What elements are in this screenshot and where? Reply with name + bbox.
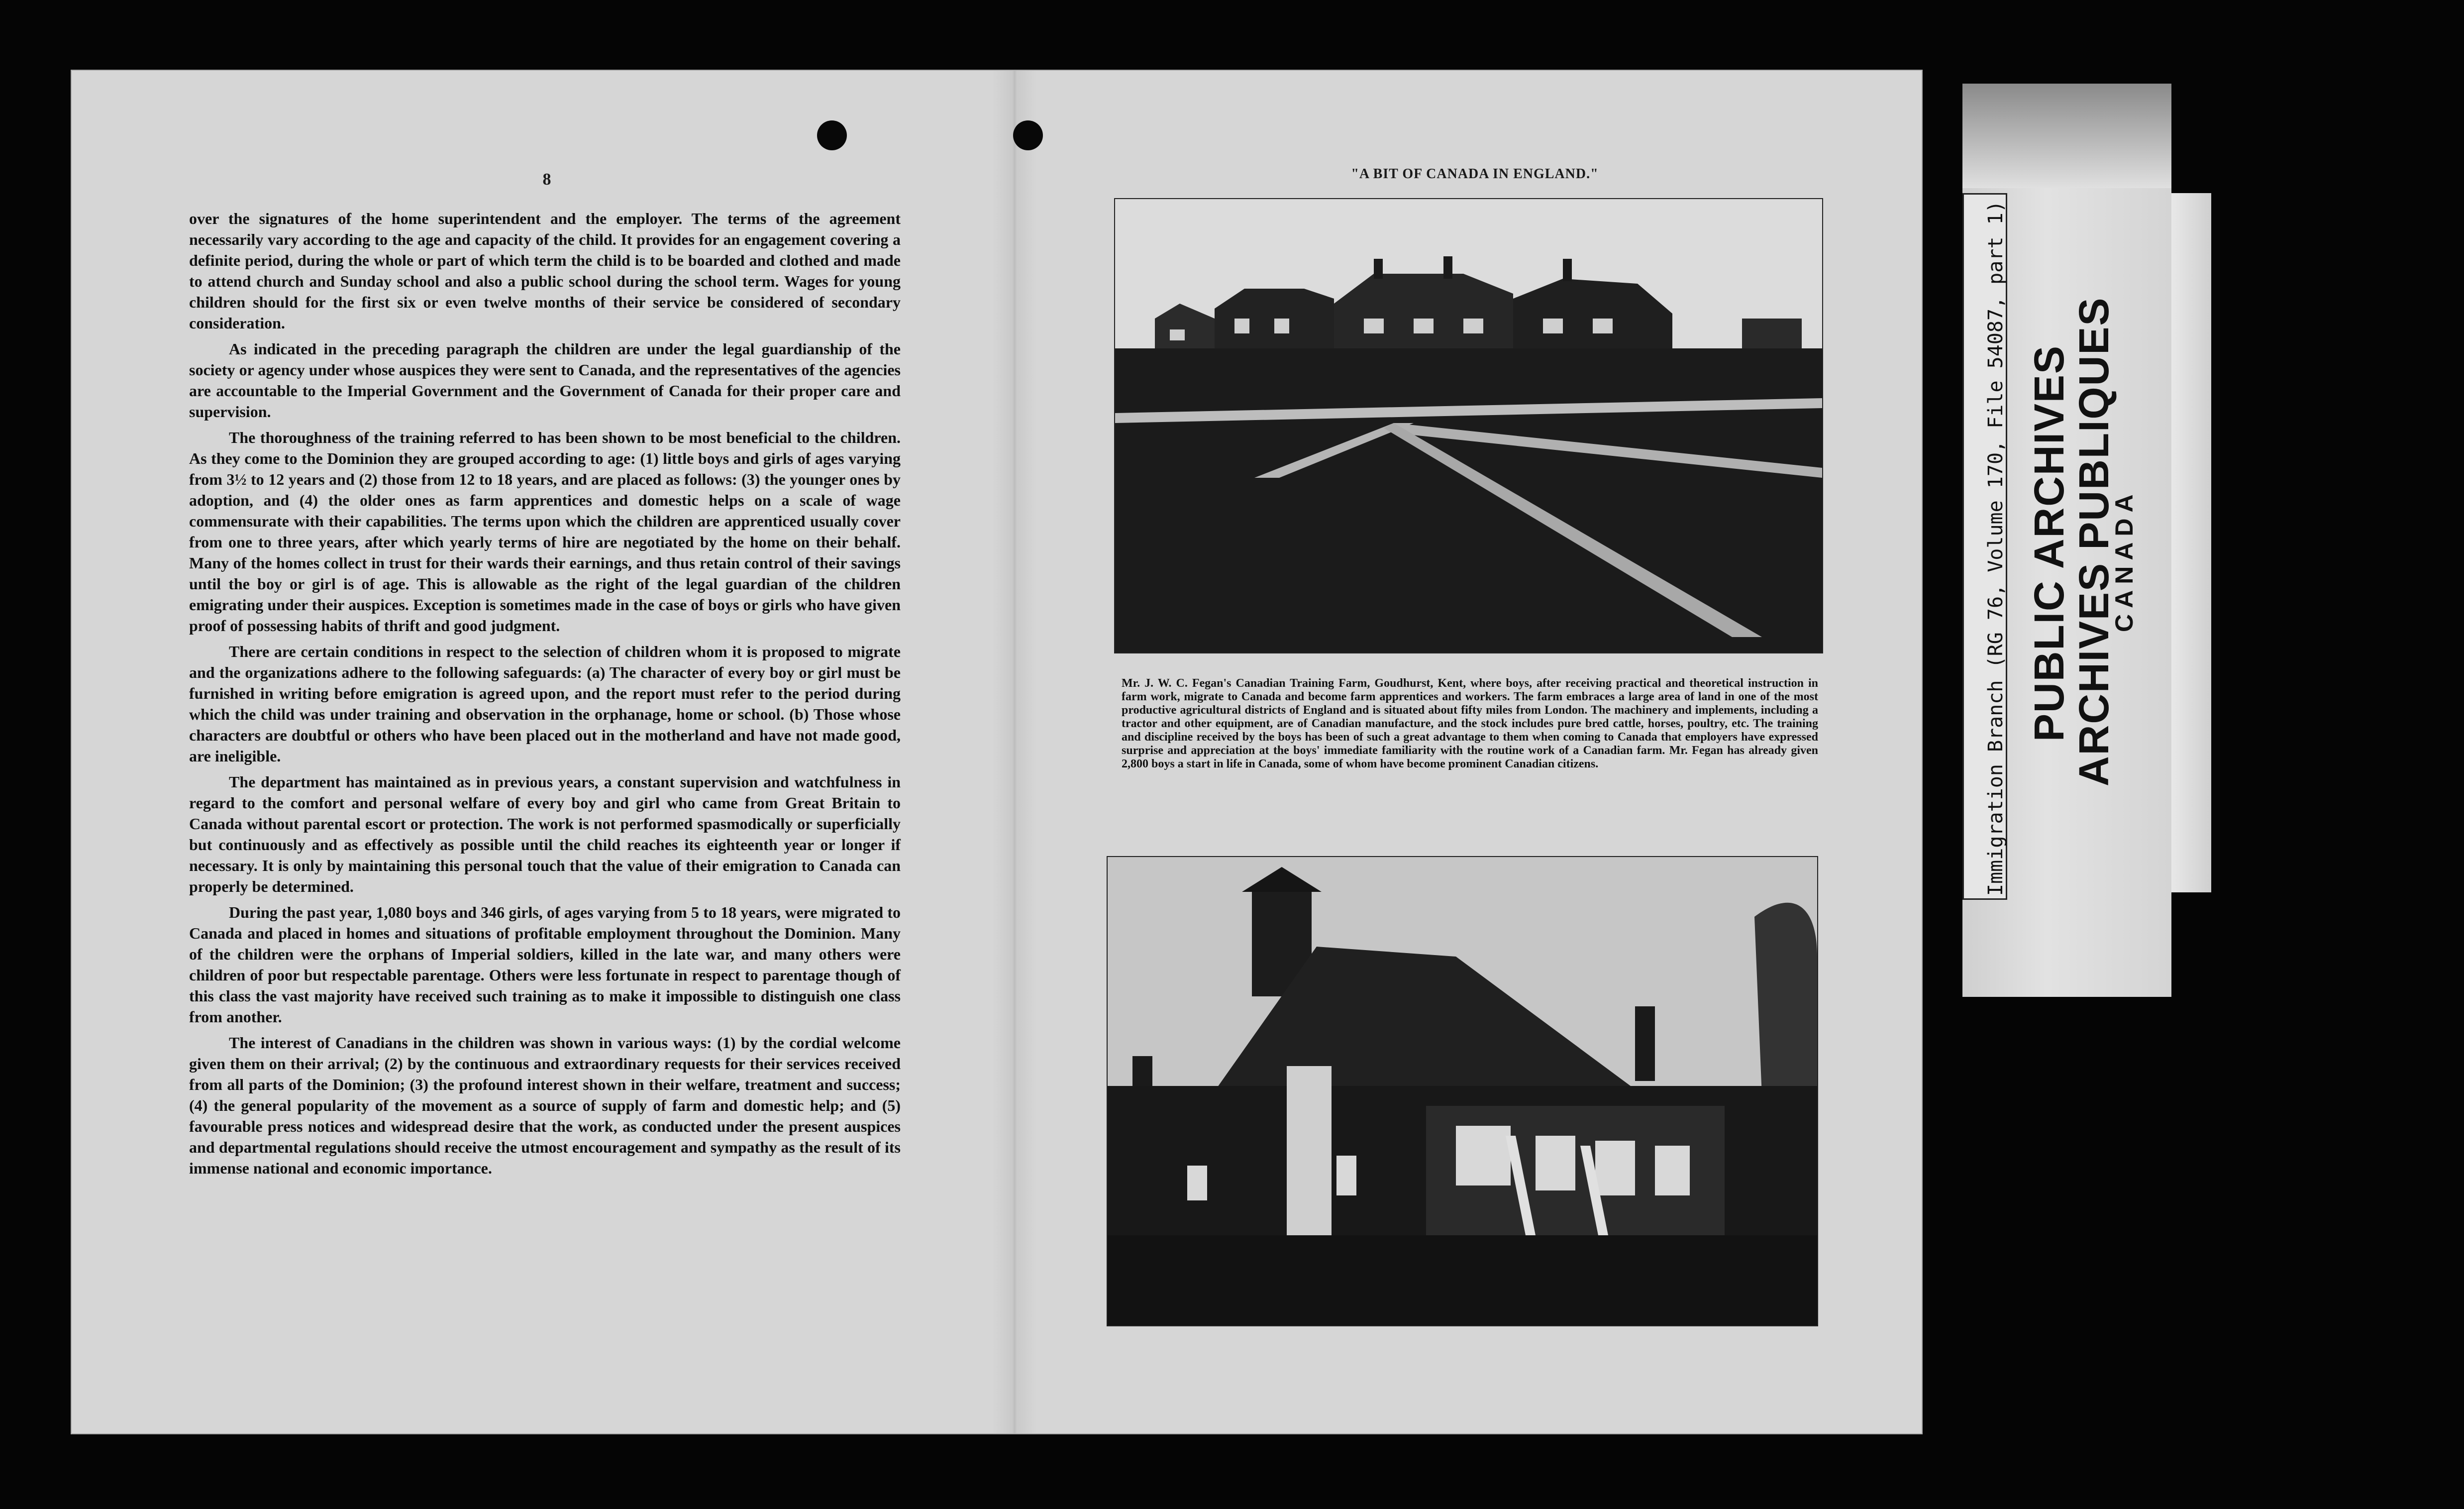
left-page: [72, 71, 1002, 1433]
paragraph: The thoroughness of the training referred to has been shown to be most beneficial to the children. As they come to the Dominion they are grouped according to age: (1) little boys and girls of ages varying from 3½ to 12 years and (2) those from 12 to 18 years, and are placed as follows: (3) the younger ones by adoption, and (4) the older ones as farm apprentices and domestic helps on a scale of wage commensurate with their capabilities. The terms upon which the children are apprenticed usually cover from one to three years, after which yearly terms of hire are negotiated by the home on their behalf. Many of the homes collect in trust for their wards their earnings, and thus retain control of their savings until the boy or girl is of age. This is allowable as the right of the legal guardian of the children emigrating under their auspices. Exception is sometimes made in the case of boys or girls who have given proof of possessing habits of thrift and good judgment.: [189, 429, 901, 635]
punch-hole: [817, 120, 847, 150]
paragraph: There are certain conditions in respect to the selection of children whom it is proposed to migrate and the organizations adhere to the following safeguards: (a) The character of every boy or girl must be furnished in writing before emigration is agreed upon, and the report must refer to the period during which the child was under training and observation in the orphanage, home or school. (b) Those whose characters are doubtful or others who have been placed out in the motherland and have not made good, are ineligible.: [189, 643, 901, 765]
photo-caption: Mr. J. W. C. Fegan's Canadian Training Farm, Goudhurst, Kent, where boys, after receiving practical and theoretical instruction in farm work, migrate to Canada and become farm apprentices and workers. The farm embraces a large area of land in one of the most productive agricultural districts of England and is situated about fifty miles from London. The machinery and implements, including a tractor and other equipment, are of Canadian manufacture, and the stock includes pure bred cattle, horses, poultry, etc. The training and discipline received by the boys has been of such a great advantage to them when coming to Canada that employers have expressed surprise and appreciation at the boys' immediate familiarity with the routine work of a Canadian farm. Mr. Fegan has already given 2,800 boys a start in life in Canada, some of whom have become prominent Canadian citizens.: [1122, 677, 1818, 770]
paragraph: As indicated in the preceding paragraph the children are under the legal guardianship of the society or agency under whose auspices they were sent to Canada, and the representatives of the agencies are accountable to the Imperial Government and the Government of Canada for their proper care and supervision.: [189, 340, 901, 421]
pamphlet-spread: [71, 70, 1923, 1434]
running-head: "A BIT OF CANADA IN ENGLAND.": [1351, 166, 1599, 182]
farm-building-illustration: [1115, 199, 1822, 652]
training-farm-photo: [1114, 198, 1823, 653]
archives-stamp-french: ARCHIVES PUBLIQUES: [2070, 297, 2117, 786]
right-page: [1037, 71, 1923, 1433]
paragraph: During the past year, 1,080 boys and 346 girls, of ages varying from 5 to 18 years, were migrated to Canada and placed in homes and situations of profitable employment throughout the Dominion. Many of the children were the orphans of Imperial soldiers, killed in the late war, and many others were children of poor but respectable parentage. Others were less fortunate in respect to parentage though of this class the vast majority have received such training as to make it impossible to distinguish one class from another.: [189, 903, 901, 1026]
label-card-top: [1962, 84, 2171, 188]
body-text: [189, 208, 901, 1184]
file-reference: Immigration Branch (RG 76, Volume 170, File 54087, part 1): [1984, 201, 2007, 896]
paragraph: The interest of Canadians in the children was shown in various ways: (1) by the cordial welcome given them on their arrival; (2) by the continuous and extraordinary requests for their services received from all parts of the Dominion; (3) the profound interest shown in their welfare, treatment and success; (4) the general popularity of the movement as a source of supply of farm and domestic help; and (5) favourable press notices and widespread desire that the work, as conducted under the present auspices and departmental regulations should receive the utmost encouragement and sympathy as the result of its immense national and economic importance.: [189, 1034, 901, 1177]
paragraph: The department has maintained as in previous years, a constant supervision and watchfulness in regard to the comfort and personal welfare of every boy and girl who came from Great Britain to Canada without parental escort or protection. The work is not performed spasmodically or superficially but continuously and as effectively as possible until the child reaches its eighteenth year or longer if necessary. It is only by maintaining this personal touch that the value of their emigration to Canada can properly be determined.: [189, 773, 901, 895]
paragraph: over the signatures of the home superintendent and the employer. The terms of the agreement necessarily vary according to the age and capacity of the child. It provides for an engagement covering a definite period, during the whole or part of which term the child is to be boarded and clothed and made to attend church and Sunday school and also a public school during the school term. Wages for young children should for the first six or even twelve months of their service be considered of secondary consideration.: [189, 210, 901, 332]
hall-building-photo: [1107, 856, 1818, 1326]
label-card-fold: [2171, 193, 2211, 892]
page-number: 8: [542, 170, 551, 189]
hall-building-illustration: [1108, 857, 1817, 1325]
archives-stamp-country: CANADA: [2110, 488, 2138, 632]
archives-stamp-english: PUBLIC ARCHIVES: [2026, 345, 2072, 742]
punch-hole: [1013, 120, 1043, 150]
